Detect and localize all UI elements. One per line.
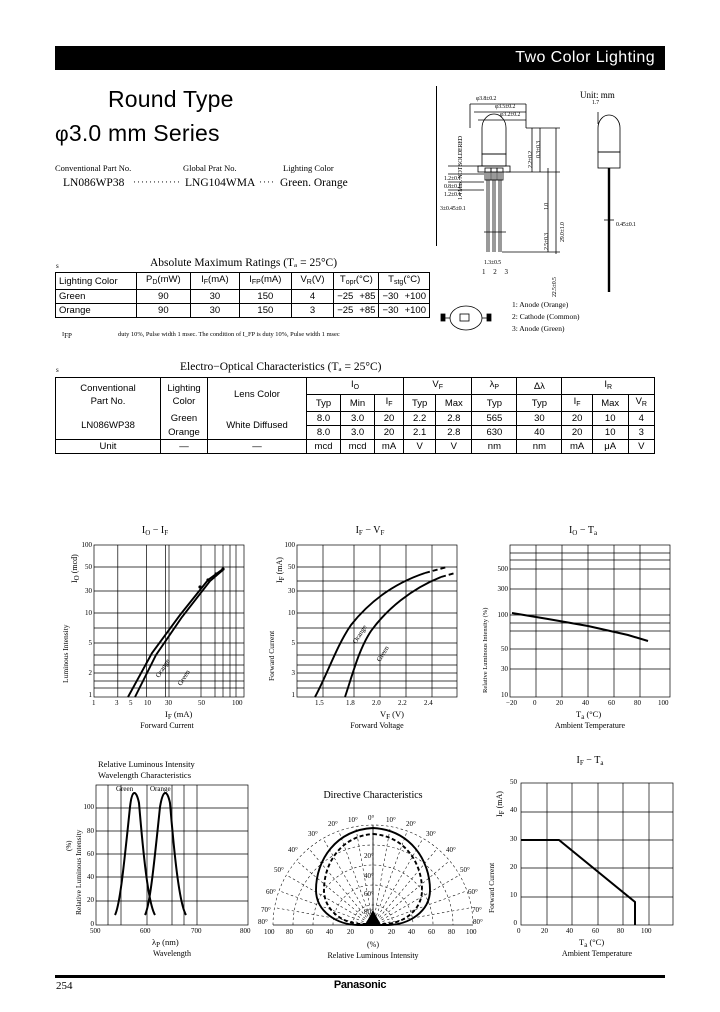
legend-green-io-if: Green <box>176 668 192 688</box>
polar-angle-40r: 40° <box>446 846 456 854</box>
tick-y-0: 1 <box>291 691 295 699</box>
eo-row0-lp-typ: 565 <box>472 412 517 426</box>
abs-max-head-topr: $T_{opr}(^\circ C)$ <box>334 273 379 290</box>
tick-x-0: 1.5 <box>315 699 324 707</box>
part-col3-header: Lighting Color <box>283 163 334 173</box>
dim-inner-diameter: φ3.2±0.2 <box>500 112 521 118</box>
chart-if-vf-title: $I_F - V_F$ <box>355 525 385 537</box>
abs-max-row1-ifp: 150 <box>239 304 291 318</box>
chart-spectrum-ylabel: Relative Luminous Intensity <box>74 829 83 915</box>
abs-max-row0-tstg-lo: −30 <box>379 290 402 304</box>
leader-dots-2: ···· <box>259 177 275 187</box>
tick-x-3: 2.2 <box>398 699 407 707</box>
eo-caption: Electro−Optical Characteristics (Tₐ = 25°C) <box>180 361 382 373</box>
chart-derating-xlabel2: Ambient Temperature <box>561 949 633 958</box>
eo-row0-io-min: 3.0 <box>341 412 375 426</box>
tick-y-4: 30 <box>85 587 92 595</box>
eo-row1-ir-if: 20 <box>562 426 592 440</box>
eo-row1-ir-max: 10 <box>592 426 628 440</box>
eo-part-no: LN086WP38 <box>56 412 161 440</box>
chart-spectrum-xlabel2: Wavelength <box>152 949 191 958</box>
chart-directivity-xlabel: Relative Luminous Intensity <box>327 951 419 960</box>
legend-green-if-vf: Green <box>375 644 391 664</box>
dim-c: 1.2±0.1 <box>444 192 461 198</box>
dim-i: 29.0±1.0 <box>560 222 566 242</box>
tick-x-0: 500 <box>90 927 101 935</box>
polar-angle-60l: 60° <box>266 888 276 896</box>
abs-max-row0-pd: 90 <box>136 290 190 304</box>
eo-group-dl: Δλ <box>517 378 562 395</box>
eo-sub-ir-max: Max <box>592 395 628 412</box>
eo-unit-2: mcd <box>307 440 341 454</box>
polar-inner-20: 20° <box>364 852 374 860</box>
tick-x-4: 60 <box>608 699 615 707</box>
eo-group-ir: $I_R$ <box>562 378 655 395</box>
dim-mid-diameter: φ3.5±0.2 <box>495 104 516 110</box>
abs-max-row1-tstg-lo: −30 <box>379 304 402 318</box>
eo-unit-10: μA <box>592 440 628 454</box>
eo-head-lighting-color: Lighting Color <box>161 378 208 412</box>
eo-row1-color: Orange <box>161 426 208 440</box>
tick-y-5: 500 <box>497 565 508 573</box>
eo-unit-1: — <box>208 440 307 454</box>
tick-y-1: 2 <box>88 669 92 677</box>
series-derating <box>521 840 635 925</box>
chart-io-if-ylabel: IO (mcd) <box>70 554 81 583</box>
eo-row0-ir-vr: 4 <box>628 412 654 426</box>
dim-h: 22.5±0.5 <box>552 277 558 297</box>
dim-e: 2.2±0.2 <box>528 151 534 168</box>
chart-spectrum-title-l2: Wavelength Characteristics <box>98 770 192 780</box>
abs-max-footnote: duty 10%, Pulse width 1 msec. The condition of I_FP is duty 10%, Pulse width 1 msec <box>118 331 340 338</box>
eo-row0-ir-if: 20 <box>562 412 592 426</box>
tick-y-3: 10 <box>85 609 92 617</box>
chart-io-ta-xlabel: $T_a$ (°C) <box>576 709 602 721</box>
tick-x-3: 40 <box>582 699 589 707</box>
eo-row0-vf-typ: 2.2 <box>404 412 436 426</box>
polar-angle-70r: 70° <box>472 906 482 914</box>
table-row <box>56 378 655 395</box>
dim-not-soldered: 1.4 Max. NOT SOLDERED <box>458 136 464 200</box>
eo-sub-io-min: Min <box>341 395 375 412</box>
eo-sub-io-typ: Typ <box>307 395 341 412</box>
abs-max-head-vr: $V_R(V)$ <box>291 273 333 290</box>
polar-angle-60r: 60° <box>468 888 478 896</box>
chart-derating-ylabel2: Forward Current <box>487 862 496 913</box>
tick-x-1: 1.8 <box>346 699 355 707</box>
eo-group-vf: $V_F$ <box>404 378 472 395</box>
table-row <box>56 304 430 318</box>
chart-if-vf-xlabel2: Forward Voltage <box>350 721 404 730</box>
legend-orange-spectrum: Orange <box>150 785 171 793</box>
tick-x-2: 40 <box>566 927 573 935</box>
polar-radial-6: 20 <box>388 928 395 936</box>
polar-angle-0: 0° <box>368 814 375 822</box>
tick-x-0: 1 <box>92 699 96 707</box>
chart-io-if-title: $I_O - I_F$ <box>141 525 169 537</box>
tick-y-5: 100 <box>83 803 94 811</box>
eo-unit-4: mA <box>375 440 404 454</box>
page-title-line2 <box>55 120 220 147</box>
chart-io-ta-ylabel: Relative Luminous Intensity (%) <box>482 607 489 693</box>
legend-orange-io-if: Orange <box>154 657 172 680</box>
tick-y-4: 40 <box>510 806 517 814</box>
eo-group-io: $I_O$ <box>307 378 404 395</box>
chart-directivity <box>258 790 488 970</box>
series-orange-if-vf-extrap <box>425 567 447 573</box>
abs-max-row0-color: Green <box>56 290 137 304</box>
tick-x-6: 100 <box>232 699 243 707</box>
eo-row1-ir-vr: 3 <box>628 426 654 440</box>
pin-2-label: 2: Cathode (Common) <box>512 312 580 321</box>
abs-max-row0-tstg-hi: +100 <box>402 290 430 304</box>
polar-radial-4: 20 <box>347 928 354 936</box>
polar-radial-0: 100 <box>264 928 275 936</box>
dim-top: 1.7 <box>592 100 599 106</box>
table-row <box>56 273 430 290</box>
phi-symbol: φ <box>55 123 69 146</box>
tick-y-2: 40 <box>87 873 94 881</box>
chart-if-vf-ylabel2: Forward Current <box>267 630 276 681</box>
tick-x-0: −20 <box>506 699 517 707</box>
pin-1-label: 1: Anode (Orange) <box>512 300 569 309</box>
brand-logo: Panasonic <box>333 979 387 991</box>
tick-x-5: 80 <box>634 699 641 707</box>
chart-io-if <box>60 525 250 740</box>
polar-angle-50l: 50° <box>274 866 284 874</box>
polar-angle-10l: 10° <box>348 816 358 824</box>
dim-d: 0.3±0.3 <box>536 141 542 158</box>
page-title-line1: Round Type <box>108 86 234 112</box>
tick-x-3: 60 <box>592 927 599 935</box>
abs-max-row0-topr-hi: +85 <box>356 290 379 304</box>
leader-dots-1: ············ <box>133 177 181 187</box>
tick-y-4: 30 <box>288 587 295 595</box>
tick-y-2: 5 <box>291 639 295 647</box>
chart-spectrum-ylabel-unit: (%) <box>65 840 73 851</box>
eo-group-lp: $\lambda_P$ <box>472 378 517 395</box>
tick-y-6: 100 <box>284 541 295 549</box>
eo-sub-dl-typ: Typ <box>517 395 562 412</box>
series-orange-io-if <box>128 569 223 697</box>
eo-s-marker: s <box>56 366 59 374</box>
tick-y-1: 10 <box>510 891 517 899</box>
eo-row0-io-typ: 8.0 <box>307 412 341 426</box>
abs-max-s-marker: s <box>56 262 59 270</box>
footer-rule <box>55 975 665 978</box>
eo-unit-5: V <box>404 440 436 454</box>
abs-max-row1-topr-lo: −25 <box>334 304 357 318</box>
chart-if-vf-ylabel: IF (mA) <box>275 557 286 583</box>
chart-spectrum <box>60 755 260 970</box>
chart-io-ta <box>482 525 678 740</box>
tick-x-1: 600 <box>140 927 151 935</box>
eo-row1-io-if: 20 <box>375 426 404 440</box>
dim-j: 3±0.45±0.1 <box>440 206 466 212</box>
tick-x-4: 2.4 <box>424 699 433 707</box>
dim-k: 1.3±0.5 <box>484 260 501 266</box>
tick-x-5: 100 <box>641 927 652 935</box>
eo-sub-io-if: $I_F$ <box>375 395 404 412</box>
tick-y-1: 20 <box>87 896 94 904</box>
eo-unit-0: — <box>161 440 208 454</box>
tick-x-1: 3 <box>115 699 119 707</box>
eo-lens-value: White Diffused <box>208 412 307 440</box>
chart-io-ta-title: $I_O - T_a$ <box>568 525 598 537</box>
polar-angle-80l: 80° <box>258 918 268 926</box>
polar-radial-9: 80 <box>448 928 455 936</box>
chart-derating-xlabel: $T_a$ (°C) <box>579 937 605 949</box>
eo-row1-io-typ: 8.0 <box>307 426 341 440</box>
abs-max-row1-pd: 90 <box>136 304 190 318</box>
dim-b: 0.8±0.1 <box>444 184 461 190</box>
dim-a: 1.2±0.1 <box>444 176 461 182</box>
drawing-unit-label: Unit: mm <box>580 90 615 100</box>
pin-numbers: 1 2 3 <box>482 268 511 276</box>
abs-max-row1-color: Orange <box>56 304 137 318</box>
eo-unit-11: V <box>628 440 654 454</box>
series-green-if-vf-extrap <box>441 573 455 577</box>
eo-table <box>55 377 655 454</box>
tick-y-0: 0 <box>513 919 517 927</box>
table-row <box>56 440 655 454</box>
polar-angle-10r: 10° <box>386 816 396 824</box>
tick-y-5: 50 <box>510 778 517 786</box>
conventional-part-no: LN086WP38 <box>63 177 125 189</box>
polar-radial-1: 80 <box>286 928 293 936</box>
part-col1-header: Conventional Part No. <box>55 163 132 173</box>
polar-inner-40: 40° <box>364 872 374 880</box>
abs-max-head-tstg: $T_{stg}(^\circ C)$ <box>379 273 430 290</box>
chart-directivity-title: Directive Characteristics <box>323 790 423 801</box>
abs-max-footnote-symbol: IFP <box>62 331 72 340</box>
tick-y-2: 20 <box>510 863 517 871</box>
tick-x-5: 50 <box>198 699 205 707</box>
lighting-color-value: Green. Orange <box>280 177 348 189</box>
chart-derating <box>487 755 685 970</box>
tick-y-1: 3 <box>291 669 295 677</box>
chart-io-if-xlabel2: Forward Current <box>140 721 194 730</box>
legend-orange-if-vf: Orange <box>351 623 369 646</box>
chart-io-ta-xlabel2: Ambient Temperature <box>554 721 626 730</box>
abs-max-head-if: $I_F(mA)$ <box>190 273 239 290</box>
legend-green-spectrum: Green <box>116 785 134 793</box>
dim-outer-diameter: φ3.8±0.2 <box>476 96 497 102</box>
abs-max-head-pd: $P_D(mW)$ <box>136 273 190 290</box>
tick-y-2: 5 <box>88 639 92 647</box>
tick-y-2: 50 <box>501 645 508 653</box>
page-number: 254 <box>56 980 73 992</box>
chart-derating-ylabel: IF (mA) <box>495 791 506 817</box>
chart-spectrum-xlabel: $\lambda_P$ (nm) <box>152 937 179 949</box>
tick-y-3: 30 <box>510 835 517 843</box>
tick-y-4: 80 <box>87 827 94 835</box>
polar-radial-3: 40 <box>326 928 333 936</box>
polar-angle-20l: 20° <box>328 820 338 828</box>
tick-y-3: 60 <box>87 850 94 858</box>
tick-x-2: 5 <box>129 699 133 707</box>
abs-max-head-color: Lighting Color <box>56 273 137 290</box>
tick-y-6: 100 <box>81 541 92 549</box>
polar-radial-8: 60 <box>428 928 435 936</box>
tick-y-3: 10 <box>288 609 295 617</box>
tick-y-4: 300 <box>497 585 508 593</box>
eo-row1-vf-typ: 2.1 <box>404 426 436 440</box>
eo-sub-lp-typ: Typ <box>472 395 517 412</box>
tick-y-5: 50 <box>85 563 92 571</box>
polar-radial-2: 60 <box>306 928 313 936</box>
eo-unit-8: nm <box>517 440 562 454</box>
abs-max-row0-vr: 4 <box>291 290 333 304</box>
chart-directivity-unit: (%) <box>367 940 379 949</box>
eo-row0-vf-max: 2.8 <box>436 412 472 426</box>
eo-unit-label: Unit <box>56 440 161 454</box>
tick-x-6: 100 <box>658 699 669 707</box>
series-orange-if-vf <box>315 573 425 697</box>
header-banner <box>55 46 665 70</box>
tick-y-3: 100 <box>497 611 508 619</box>
tick-x-4: 80 <box>617 927 624 935</box>
abs-max-row1-topr-hi: +85 <box>356 304 379 318</box>
dim-g: 2.5±0.3 <box>544 233 550 250</box>
polar-inner-80: 80° <box>364 908 374 916</box>
eo-row0-ir-max: 10 <box>592 412 628 426</box>
polar-radial-7: 40 <box>408 928 415 936</box>
eo-row1-dl-typ: 40 <box>517 426 562 440</box>
polar-angle-70l: 70° <box>261 906 271 914</box>
polar-angle-30l: 30° <box>308 830 318 838</box>
eo-unit-9: mA <box>562 440 592 454</box>
polar-angle-30r: 30° <box>426 830 436 838</box>
eo-unit-3: mcd <box>341 440 375 454</box>
pin-3-label: 3: Anode (Green) <box>512 324 565 333</box>
eo-sub-ir-vr: $V_R$ <box>628 395 654 412</box>
tick-y-0: 0 <box>90 920 94 928</box>
chart-if-vf-xlabel: $V_F$ (V) <box>380 709 404 721</box>
dim-lead-diameter: 0.45±0.1 <box>616 222 636 228</box>
abs-max-row1-if: 30 <box>190 304 239 318</box>
eo-unit-7: nm <box>472 440 517 454</box>
tick-x-4: 30 <box>165 699 172 707</box>
tick-x-3: 10 <box>144 699 151 707</box>
eo-row1-lp-typ: 630 <box>472 426 517 440</box>
tick-x-3: 800 <box>240 927 251 935</box>
header-banner-title: Two Color Lighting <box>515 49 655 66</box>
chart-spectrum-title-l1: Relative Luminous Intensity <box>98 759 195 769</box>
dim-f: 1.0 <box>544 203 550 210</box>
polar-angle-80r: 80° <box>473 918 483 926</box>
table-row <box>56 290 430 304</box>
chart-if-vf <box>267 525 465 740</box>
eo-sub-vf-typ: Typ <box>404 395 436 412</box>
eo-row0-dl-typ: 30 <box>517 412 562 426</box>
polar-angle-20r: 20° <box>406 820 416 828</box>
global-part-no: LNG104WMA <box>185 177 256 189</box>
eo-head-part: Conventional Part No. <box>56 378 161 412</box>
eo-row1-io-min: 3.0 <box>341 426 375 440</box>
tick-x-1: 20 <box>541 927 548 935</box>
tick-y-0: 10 <box>501 691 508 699</box>
abs-max-row0-ifp: 150 <box>239 290 291 304</box>
chart-io-if-ylabel2: Luminous Intensity <box>61 624 70 683</box>
eo-head-lens-color: Lens Color <box>208 378 307 412</box>
series-io-ta <box>512 613 648 641</box>
eo-sub-vf-max: Max <box>436 395 472 412</box>
mechanical-drawing <box>440 82 676 342</box>
chart-io-if-svg <box>60 525 250 740</box>
vertical-divider <box>436 86 437 246</box>
tick-x-0: 0 <box>517 927 521 935</box>
polar-angle-50r: 50° <box>460 866 470 874</box>
page-title-series: 3.0 mm Series <box>68 120 220 146</box>
tick-x-2: 700 <box>191 927 202 935</box>
abs-max-caption: Absolute Maximum Ratings (Tₐ = 25°C) <box>150 257 338 269</box>
eo-row0-io-if: 20 <box>375 412 404 426</box>
part-col2-header: Global Prat No. <box>183 163 237 173</box>
polar-radial-10: 100 <box>466 928 477 936</box>
tick-y-5: 50 <box>288 563 295 571</box>
polar-inner-60: 60° <box>364 890 374 898</box>
abs-max-row1-tstg-hi: +100 <box>402 304 430 318</box>
eo-sub-ir-if: $I_F$ <box>562 395 592 412</box>
tick-x-2: 20 <box>556 699 563 707</box>
chart-io-ta-svg <box>488 525 678 740</box>
abs-max-head-ifp: $I_{FP}(mA)$ <box>239 273 291 290</box>
tick-x-1: 0 <box>533 699 537 707</box>
eo-row1-vf-max: 2.8 <box>436 426 472 440</box>
abs-max-row0-if: 30 <box>190 290 239 304</box>
chart-if-vf-svg <box>275 525 465 740</box>
polar-angle-40l: 40° <box>288 846 298 854</box>
chart-io-if-xlabel: $I_F$ (mA) <box>165 709 193 721</box>
polar-radial-5: 0 <box>370 928 374 936</box>
abs-max-row0-topr-lo: −25 <box>334 290 357 304</box>
tick-x-2: 2.0 <box>372 699 381 707</box>
table-row <box>56 412 655 426</box>
chart-derating-title: $I_F - T_a$ <box>576 755 604 767</box>
eo-unit-6: V <box>436 440 472 454</box>
eo-row0-color: Green <box>161 412 208 426</box>
abs-max-row1-vr: 3 <box>291 304 333 318</box>
tick-y-0: 1 <box>88 691 92 699</box>
tick-y-1: 30 <box>501 665 508 673</box>
abs-max-table <box>55 272 430 318</box>
